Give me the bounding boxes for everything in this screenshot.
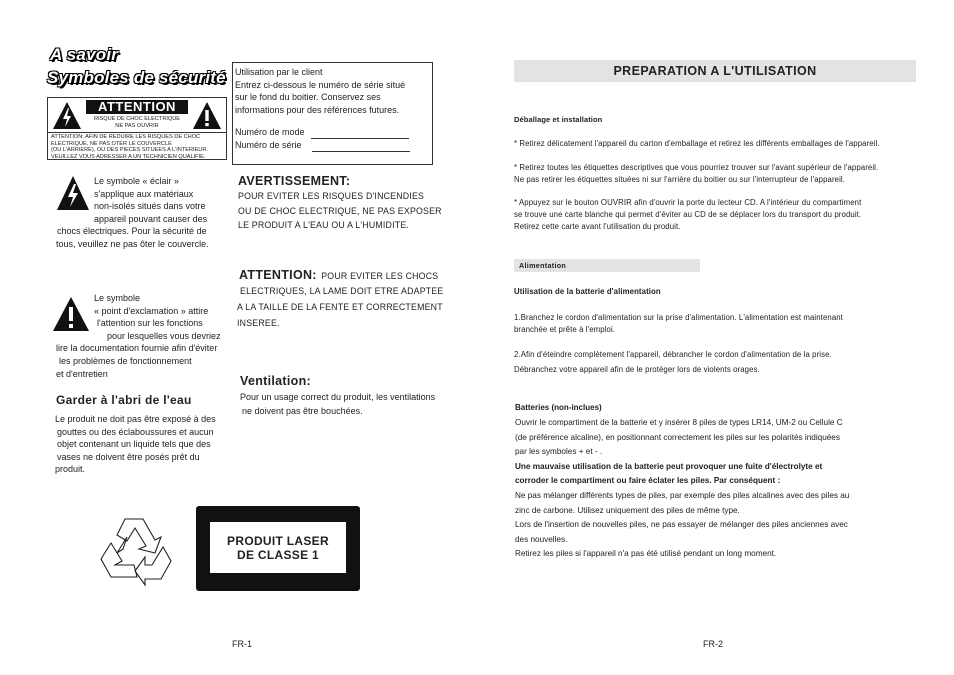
lightning-text-line: appareil pouvant causer des bbox=[94, 213, 208, 224]
page-number-left: FR-1 bbox=[232, 639, 252, 649]
lightning-text-line: non-isolés situés dans votre bbox=[94, 201, 206, 212]
ventilation-line: Pour un usage correct du produit, les ventilations bbox=[240, 392, 436, 402]
power-1-line: branchée et prête à l'emploi. bbox=[514, 324, 616, 334]
exclaim-text-line: l'attention sur les fonctions bbox=[97, 318, 203, 329]
unpack-text-2-line: * Retirez toutes les étiquettes descriptives que vous pourriez trouver sur l'avant supérieur de l'appareil. bbox=[514, 163, 879, 172]
unpack-text-1: * Retirez délicatement l'appareil du carton d'emballage et retirez les différents emballages de l'appareil. bbox=[514, 139, 880, 148]
warning-line: OU DE CHOC ELECTRIQUE, NE PAS EXPOSER bbox=[238, 205, 442, 216]
exclaim-text-line: Le symbole bbox=[94, 293, 141, 303]
attention-note-line: ELECTRIQUE, NE PAS OTER LE COUVERCLE bbox=[51, 140, 172, 147]
attention-line: ELECTRIQUES, LA LAME DOIT ETRE ADAPTEE bbox=[240, 286, 444, 296]
model-number-label: Numéro de mode bbox=[235, 127, 305, 137]
battery-bold-line: Une mauvaise utilisation de la batterie peut provoquer une fuite d'électrolyte et bbox=[515, 461, 823, 471]
serial-number-field bbox=[235, 139, 410, 152]
title-line-2: Symboles de sécurité bbox=[47, 68, 226, 87]
lightning-text-line: tous, veuillez ne pas ôter le couvercle. bbox=[56, 238, 209, 249]
power-heading: Utilisation de la batterie d'alimentation bbox=[514, 287, 661, 296]
battery-line: Lors de l'insertion de nouvelles piles, ne pas essayer de mélanger des piles anciennes avec bbox=[515, 520, 848, 530]
ventilation-line: ne doivent pas être bouchées. bbox=[242, 406, 363, 416]
recycle-icon bbox=[97, 513, 175, 589]
exclaim-text-line: lire la documentation fournie afin d'éviter bbox=[56, 343, 218, 354]
battery-line: par les symboles + et - . bbox=[515, 447, 603, 457]
attention-line: INSEREE. bbox=[237, 318, 280, 328]
warning-line: POUR EVITER LES RISQUES D'INCENDIES bbox=[238, 191, 425, 201]
water-heading: Garder à l'abri de l'eau bbox=[56, 393, 192, 407]
battery-line: zinc de carbone. Utilisez uniquement des piles de même type. bbox=[515, 505, 740, 515]
attention-banner: ATTENTION bbox=[86, 100, 188, 114]
title-line-1: A savoir bbox=[50, 45, 119, 64]
exclaim-text-line: pour lesquelles vous devriez bbox=[107, 330, 221, 341]
unpack-text-2-line: Ne pas retirer les étiquettes situées ni sur l'arrière du boitier ou sur l'interrupteur de l'appareil. bbox=[514, 174, 846, 184]
attention-note-line: VEUILLEZ VOUS ADRESSER A UN TECHNICIEN QUALIFIE. bbox=[51, 153, 206, 160]
client-line: Entrez ci-dessous le numéro de série situé bbox=[235, 79, 406, 90]
lightning-triangle-icon bbox=[52, 101, 82, 130]
battery-line: Retirez les piles si l'appareil n'a pas été utilisé pendant un long moment. bbox=[515, 549, 777, 559]
serial-number-label: Numéro de série bbox=[235, 140, 302, 150]
risk-line: NE PAS OUVRIR bbox=[115, 122, 159, 129]
section-header: PREPARATION A L'UTILISATION bbox=[514, 60, 916, 82]
warning-line: LE PRODUIT A L'EAU OU A L'HUMIDITE. bbox=[238, 220, 410, 230]
attention-note-line: (OU L'ARRIERE), OU DES PIECES SITUEES A L'INTERIEUR. bbox=[51, 147, 208, 153]
exclaim-text-line: et d'entretien bbox=[56, 368, 108, 379]
power-2-line: Débranchez votre appareil afin de le protéger lors de violents orages. bbox=[514, 365, 760, 374]
laser-line: DE CLASSE 1 bbox=[237, 548, 319, 562]
lightning-text-line: chocs électriques. Pour la sécurité de bbox=[57, 226, 207, 237]
laser-line: PRODUIT LASER bbox=[227, 534, 329, 548]
client-line: informations pour des références futures. bbox=[235, 104, 400, 115]
water-line: produit. bbox=[55, 464, 86, 475]
exclaim-text-line: les problèmes de fonctionnement bbox=[59, 355, 192, 366]
risk-line: RISQUE DE CHOC ELECTRIQUE bbox=[93, 116, 181, 122]
laser-label bbox=[196, 506, 360, 591]
attention-heading: ATTENTION: bbox=[239, 268, 317, 282]
attention-inline: POUR EVITER LES CHOCS bbox=[321, 271, 439, 281]
battery-line: des nouvelles. bbox=[515, 534, 568, 544]
water-line: gouttes ou des éclaboussures et aucun bbox=[57, 426, 214, 437]
attention-line: A LA TAILLE DE LA FENTE ET CORRECTEMENT bbox=[237, 302, 443, 312]
lightning-text-line: Le symbole « éclair » bbox=[94, 176, 180, 186]
ventilation-heading: Ventilation: bbox=[240, 374, 311, 388]
power-1-line: 1.Branchez le cordon d'alimentation sur la prise d'alimentation. L'alimentation est maintenant bbox=[514, 313, 843, 322]
page-number-right: FR-2 bbox=[703, 639, 723, 649]
exclaim-text-line: « point d'exclamation » attire bbox=[94, 305, 209, 316]
battery-line: Ne pas mélanger différents types de piles, par exemple des piles alcalines avec des piles au bbox=[515, 490, 850, 500]
attention-label bbox=[47, 97, 227, 160]
lightning-text-line: s'applique aux matériaux bbox=[94, 188, 194, 199]
battery-line: (de préférence alcaline), en positionnant correctement les piles sur les polarités indiquées bbox=[515, 432, 840, 442]
water-line: Le produit ne doit pas être exposé à des bbox=[55, 414, 216, 424]
attention-note-line: ATTENTION: AFIN DE REDUIRE LES RISQUES DE CHOC bbox=[51, 134, 201, 140]
model-number-field bbox=[235, 126, 409, 139]
unpack-heading: Déballage et installation bbox=[514, 115, 603, 124]
client-line: Utilisation par le client bbox=[235, 67, 323, 77]
unpack-text-3-line: se trouve une carte blanche qui permet d'éviter au CD de se déplacer lors du transport du produit. bbox=[514, 209, 862, 219]
exclamation-triangle-icon bbox=[192, 101, 222, 130]
battery-line: Ouvrir le compartiment de la batterie et y insérer 8 piles de types LR14, UM-2 ou Cellule C bbox=[515, 418, 843, 427]
client-line: sur le fond du boitier. Conservez ses bbox=[235, 92, 381, 103]
unpack-text-3-line: * Appuyez sur le bouton OUVRIR afin d'ouvrir la porte du lecteur CD. A l'intérieur du compartiment bbox=[514, 198, 862, 207]
client-usage-box bbox=[232, 62, 433, 165]
unpack-text-3-line: Retirez cette carte avant l'utilisation du produit. bbox=[514, 221, 681, 231]
attention-heading-row bbox=[239, 266, 438, 284]
battery-bold-line: corroder le compartiment ou faire éclater les piles. Par conséquent : bbox=[515, 476, 781, 486]
battery-heading: Batteries (non-inclues) bbox=[515, 403, 602, 412]
warning-heading: AVERTISSEMENT: bbox=[238, 174, 351, 188]
power-tag: Alimentation bbox=[514, 259, 700, 272]
water-line: objet contenant un liquide tels que des bbox=[57, 439, 211, 450]
power-2-line: 2.Afin d'éteindre complètement l'appareil, débrancher le cordon d'alimentation de la prise. bbox=[514, 350, 832, 359]
water-line: vases ne doivent être posés prêt du bbox=[57, 451, 200, 462]
